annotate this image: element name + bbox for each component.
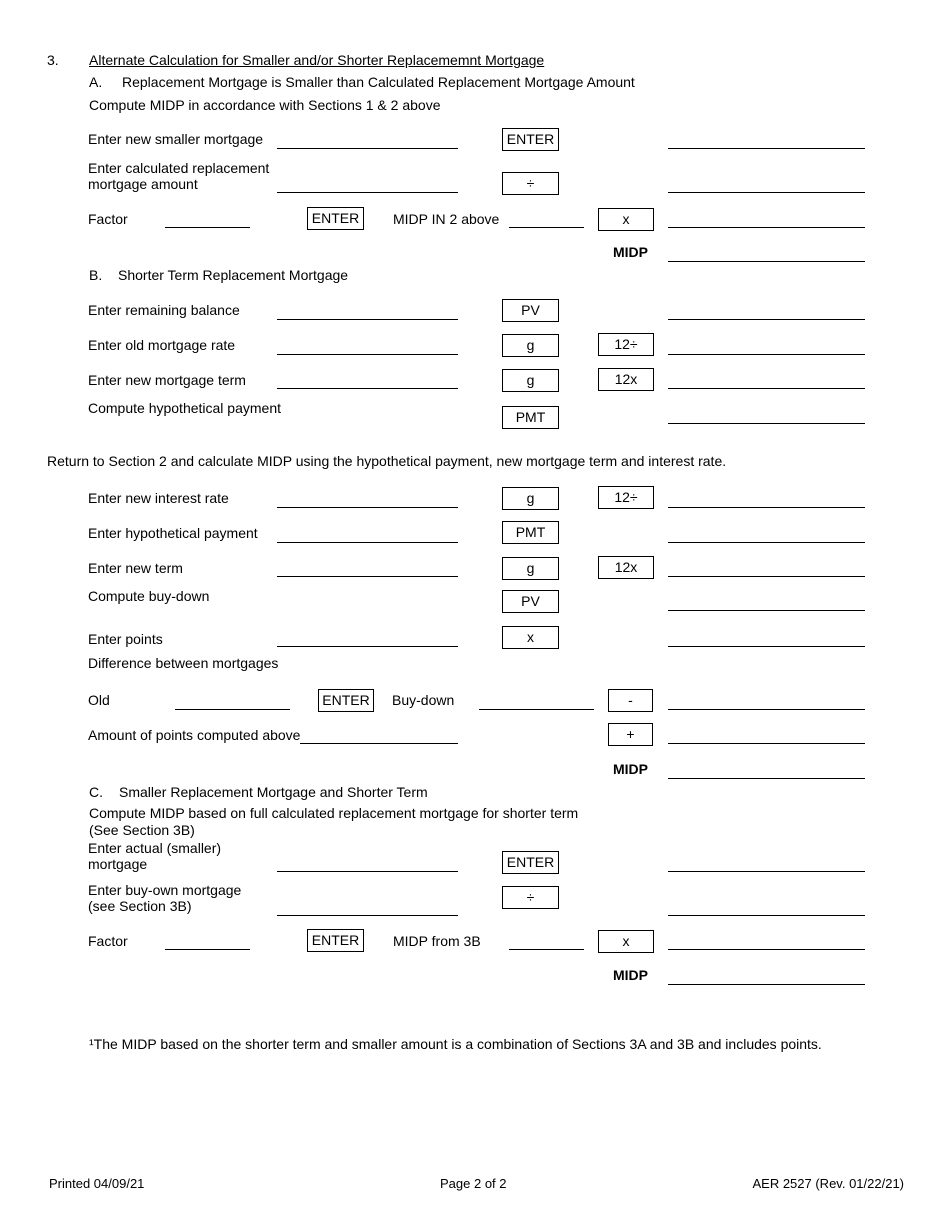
enter-points-label: Enter points [88,631,163,647]
new-smaller-mortgage-field[interactable] [277,148,458,149]
section-a-heading: Replacement Mortgage is Smaller than Calculated Replacement Mortgage Amount [122,74,635,90]
new-mortgage-term-label: Enter new mortgage term [88,372,246,388]
pmt-key: PMT [502,406,559,429]
factor-c-result-field[interactable] [668,949,865,950]
factor-field[interactable] [165,949,250,950]
factor-result-field[interactable] [668,227,865,228]
buy-own-mortgage-result-field[interactable] [668,915,865,916]
old-mortgage-rate-result-field[interactable] [668,354,865,355]
factor-label: Factor [88,211,128,227]
factor-label: Factor [88,933,128,949]
section-title: Alternate Calculation for Smaller and/or Shorter Replacememnt Mortgage [89,52,545,68]
plus-key: + [608,723,653,746]
factor-enter-key: ENTER [307,207,364,230]
new-mortgage-term-result-field[interactable] [668,388,865,389]
buydown-label: Buy-down [392,692,455,708]
new-smaller-mortgage-result-field[interactable] [668,148,865,149]
difference-result-field[interactable] [668,709,865,710]
multiply-key: x [502,626,559,649]
section-number: 3. [47,52,59,68]
enter-points-result-field[interactable] [668,646,865,647]
amount-of-points-result-field[interactable] [668,743,865,744]
multiply-key: x [598,930,654,953]
midp-label-2: MIDP [613,761,648,777]
return-note: Return to Section 2 and calculate MIDP using the hypothetical payment, new mortgage term and interest rate. [47,453,727,469]
calculated-replacement-result-field[interactable] [668,192,865,193]
hypothetical-payment-entry-result-field[interactable] [668,542,865,543]
difference-label: Difference between mortgages [88,655,279,671]
hypothetical-payment-result-field[interactable] [668,423,865,424]
old-field[interactable] [175,709,290,710]
old-mortgage-rate-field[interactable] [277,354,458,355]
footer-printed-date: Printed 04/09/21 [49,1176,145,1191]
new-term-label: Enter new term [88,560,183,576]
divide-12-key: 12÷ [598,333,654,356]
compute-buydown-label: Compute buy-down [88,588,210,604]
multiply-key: x [598,208,654,231]
actual-smaller-mortgage-label: Enter actual (smaller) mortgage [88,840,222,872]
pmt-key: PMT [502,521,559,544]
section-c-intro-line1: Compute MIDP based on full calculated replacement mortgage for shorter term [89,805,579,821]
g-key: g [502,369,559,392]
hypothetical-payment-label: Compute hypothetical payment [88,400,281,416]
new-term-result-field[interactable] [668,576,865,577]
section-a-letter: A. [89,74,103,90]
new-mortgage-term-field[interactable] [277,388,458,389]
new-smaller-mortgage-label: Enter new smaller mortgage [88,131,264,147]
section-c-heading: Smaller Replacement Mortgage and Shorter Term [119,784,428,800]
section-c-letter: C. [89,784,103,800]
actual-smaller-mortgage-result-field[interactable] [668,871,865,872]
midp-in-2-field[interactable] [509,227,584,228]
midp-label-a: MIDP [613,244,648,260]
old-mortgage-rate-label: Enter old mortgage rate [88,337,236,353]
section-c-intro-line2: (See Section 3B) [89,822,195,838]
times-12-key: 12x [598,556,654,579]
midp-c-field[interactable] [668,984,865,985]
buydown-field[interactable] [479,709,594,710]
enter-key: ENTER [502,851,559,874]
midp-from-3b-label: MIDP from 3B [393,933,481,949]
old-label: Old [88,692,110,708]
footer-page-number: Page 2 of 2 [440,1176,507,1191]
pv-key: PV [502,299,559,322]
factor-field[interactable] [165,227,250,228]
hypothetical-payment-field[interactable] [277,542,458,543]
buy-own-mortgage-field[interactable] [277,915,458,916]
hypothetical-payment-entry-label: Enter hypothetical payment [88,525,258,541]
g-key: g [502,334,559,357]
compute-buydown-result-field[interactable] [668,610,865,611]
midp-2-field[interactable] [668,778,865,779]
midp-in-2-label: MIDP IN 2 above [393,211,500,227]
calculated-replacement-label: Enter calculated replacement mortgage amount [88,160,270,192]
section-a-intro: Compute MIDP in accordance with Sections 1 & 2 above [89,97,441,113]
factor-enter-key: ENTER [307,929,364,952]
g-key: g [502,487,559,510]
section-b-letter: B. [89,267,103,283]
new-interest-rate-result-field[interactable] [668,507,865,508]
buy-own-mortgage-label: Enter buy-own mortgage (see Section 3B) [88,882,242,914]
new-interest-rate-field[interactable] [277,507,458,508]
calculated-replacement-field[interactable] [277,192,458,193]
new-interest-rate-label: Enter new interest rate [88,490,229,506]
divide-key: ÷ [502,172,559,195]
midp-from-3b-field[interactable] [509,949,584,950]
remaining-balance-field[interactable] [277,319,458,320]
g-key: g [502,557,559,580]
remaining-balance-result-field[interactable] [668,319,865,320]
remaining-balance-label: Enter remaining balance [88,302,240,318]
amount-of-points-field[interactable] [300,743,458,744]
footer-form-number: AER 2527 (Rev. 01/22/21) [752,1176,904,1191]
actual-smaller-mortgage-field[interactable] [277,871,458,872]
amount-of-points-label: Amount of points computed above [88,727,301,743]
divide-key: ÷ [502,886,559,909]
pv-key: PV [502,590,559,613]
section-b-heading: Shorter Term Replacement Mortgage [118,267,349,283]
new-term-field[interactable] [277,576,458,577]
footnote: ¹The MIDP based on the shorter term and smaller amount is a combination of Sections 3A and 3B and includes points. [89,1036,822,1052]
minus-key: - [608,689,653,712]
enter-key: ENTER [502,128,559,151]
midp-label-c: MIDP [613,967,648,983]
times-12-key: 12x [598,368,654,391]
enter-points-field[interactable] [277,646,458,647]
divide-12-key: 12÷ [598,486,654,509]
old-enter-key: ENTER [318,689,374,712]
midp-a-field[interactable] [668,261,865,262]
